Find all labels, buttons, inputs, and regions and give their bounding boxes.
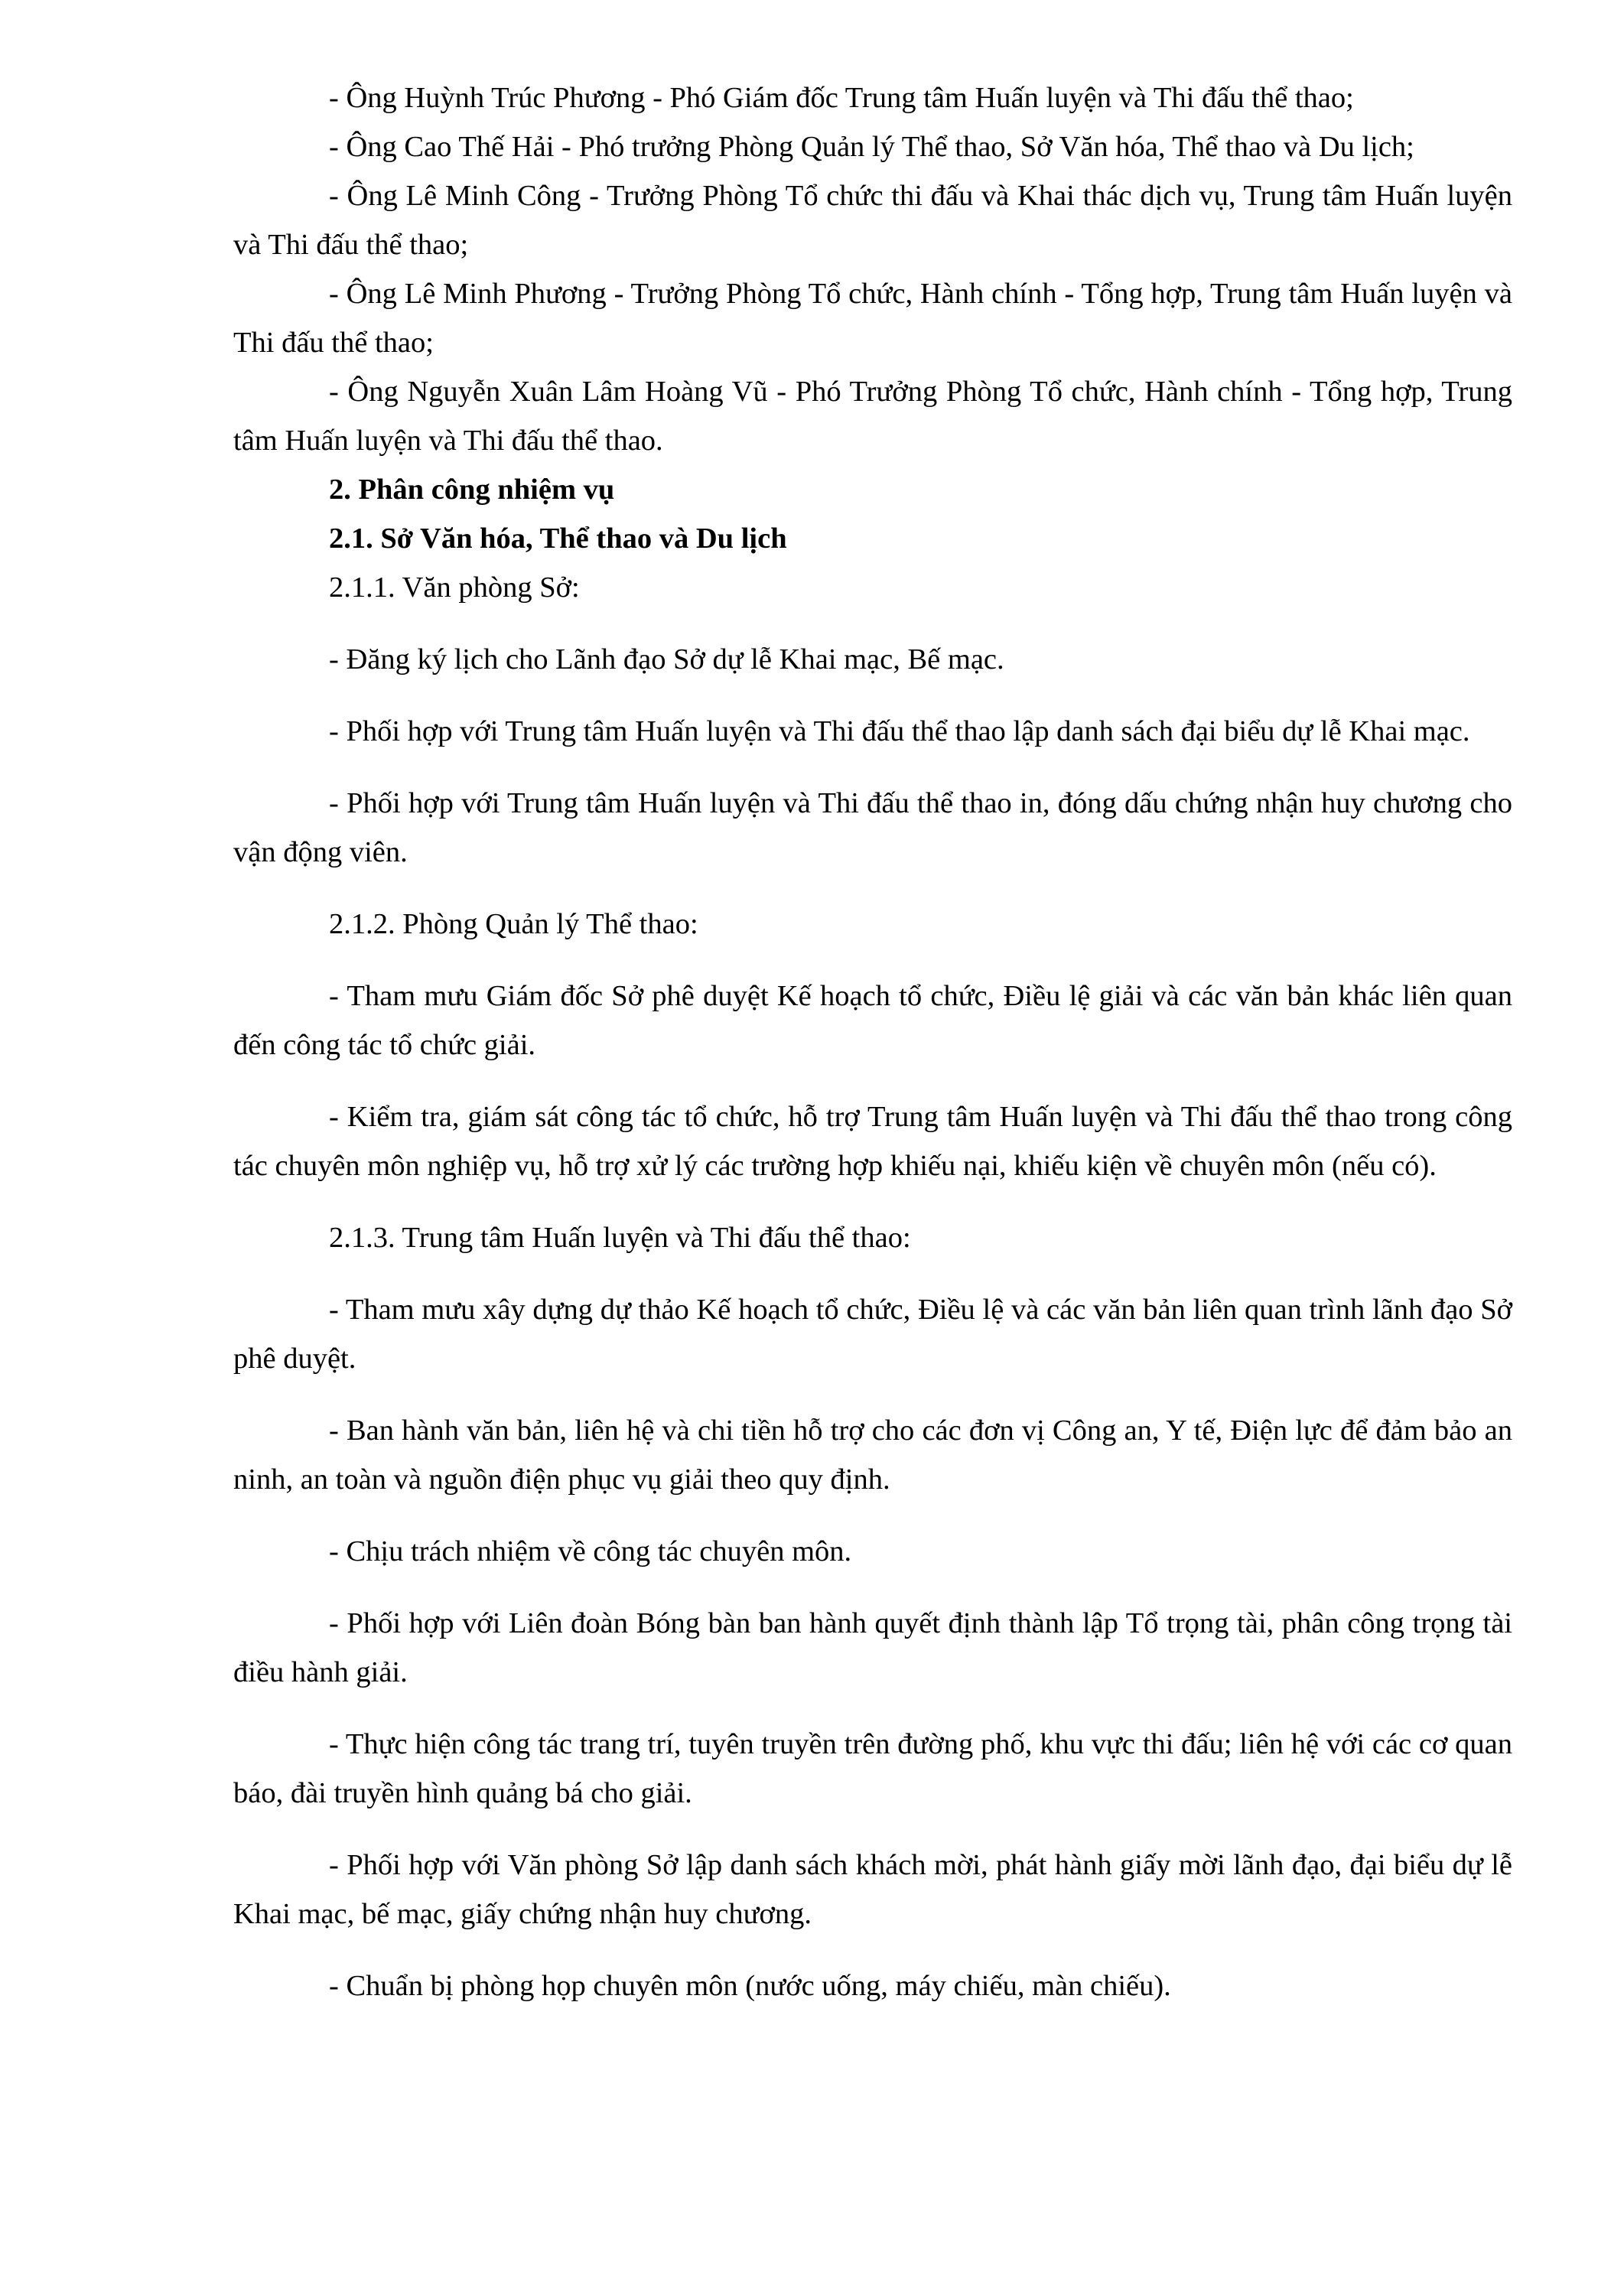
list-item: - Tham mưu xây dựng dự thảo Kế hoạch tổ chức, Điều lệ và các văn bản liên quan trình lãnh đạo Sở phê duyệt. <box>233 1294 1512 1375</box>
list-item: - Ban hành văn bản, liên hệ và chi tiền hỗ trợ cho các đơn vị Công an, Y tế, Điện lực để đảm bảo an ninh, an toàn và nguồn điện phục vụ giải theo quy định. <box>233 1414 1512 1496</box>
list-item: - Đăng ký lịch cho Lãnh đạo Sở dự lễ Khai mạc, Bế mạc. <box>329 643 1004 675</box>
list-item: - Ông Lê Minh Công - Trưởng Phòng Tổ chức thi đấu và Khai thác dịch vụ, Trung tâm Huấn luyện và Thi đấu thể thao; <box>233 180 1512 261</box>
list-item: - Phối hợp với Liên đoàn Bóng bàn ban hành quyết định thành lập Tổ trọng tài, phân công trọng tài điều hành giải. <box>233 1607 1512 1688</box>
document-body <box>233 73 1512 2010</box>
list-item: - Phối hợp với Trung tâm Huấn luyện và Thi đấu thể thao in, đóng dấu chứng nhận huy chương cho vận động viên. <box>233 787 1512 868</box>
section-heading-2: 2. Phân công nhiệm vụ <box>329 474 615 506</box>
section-heading-2-1-1: 2.1.1. Văn phòng Sở: <box>329 571 580 604</box>
list-item: - Chuẩn bị phòng họp chuyên môn (nước uống, máy chiếu, màn chiếu). <box>329 1970 1171 2002</box>
list-item: - Ông Nguyễn Xuân Lâm Hoàng Vũ - Phó Trưởng Phòng Tổ chức, Hành chính - Tổng hợp, Trung tâm Huấn luyện và Thi đấu thể thao. <box>233 376 1512 457</box>
list-item: - Kiểm tra, giám sát công tác tổ chức, hỗ trợ Trung tâm Huấn luyện và Thi đấu thể thao trong công tác chuyên môn nghiệp vụ, hỗ trợ xử lý các trường hợp khiếu nại, khiếu kiện về chuyên môn (nếu có). <box>233 1101 1512 1182</box>
list-item: - Thực hiện công tác trang trí, tuyên truyền trên đường phố, khu vực thi đấu; liên hệ với các cơ quan báo, đài truyền hình quảng bá cho giải. <box>233 1728 1512 1809</box>
list-item: - Ông Cao Thế Hải - Phó trưởng Phòng Quản lý Thể thao, Sở Văn hóa, Thể thao và Du lịch; <box>329 131 1414 163</box>
section-heading-2-1-3: 2.1.3. Trung tâm Huấn luyện và Thi đấu thể thao: <box>329 1222 911 1254</box>
list-item: - Phối hợp với Văn phòng Sở lập danh sách khách mời, phát hành giấy mời lãnh đạo, đại biểu dự lễ Khai mạc, bế mạc, giấy chứng nhận huy chương. <box>233 1849 1512 1930</box>
section-heading-2-1-2: 2.1.2. Phòng Quản lý Thể thao: <box>329 908 698 940</box>
list-item: - Ông Lê Minh Phương - Trưởng Phòng Tổ chức, Hành chính - Tổng hợp, Trung tâm Huấn luyện và Thi đấu thể thao; <box>233 278 1512 359</box>
list-item: - Ông Huỳnh Trúc Phương - Phó Giám đốc Trung tâm Huấn luyện và Thi đấu thể thao; <box>329 82 1354 114</box>
list-item: - Chịu trách nhiệm về công tác chuyên môn. <box>329 1535 852 1567</box>
list-item: - Tham mưu Giám đốc Sở phê duyệt Kế hoạch tổ chức, Điều lệ giải và các văn bản khác liên quan đến công tác tổ chức giải. <box>233 980 1512 1061</box>
section-heading-2-1: 2.1. Sở Văn hóa, Thể thao và Du lịch <box>329 522 787 555</box>
list-item: - Phối hợp với Trung tâm Huấn luyện và Thi đấu thể thao lập danh sách đại biểu dự lễ Khai mạc. <box>329 715 1470 747</box>
